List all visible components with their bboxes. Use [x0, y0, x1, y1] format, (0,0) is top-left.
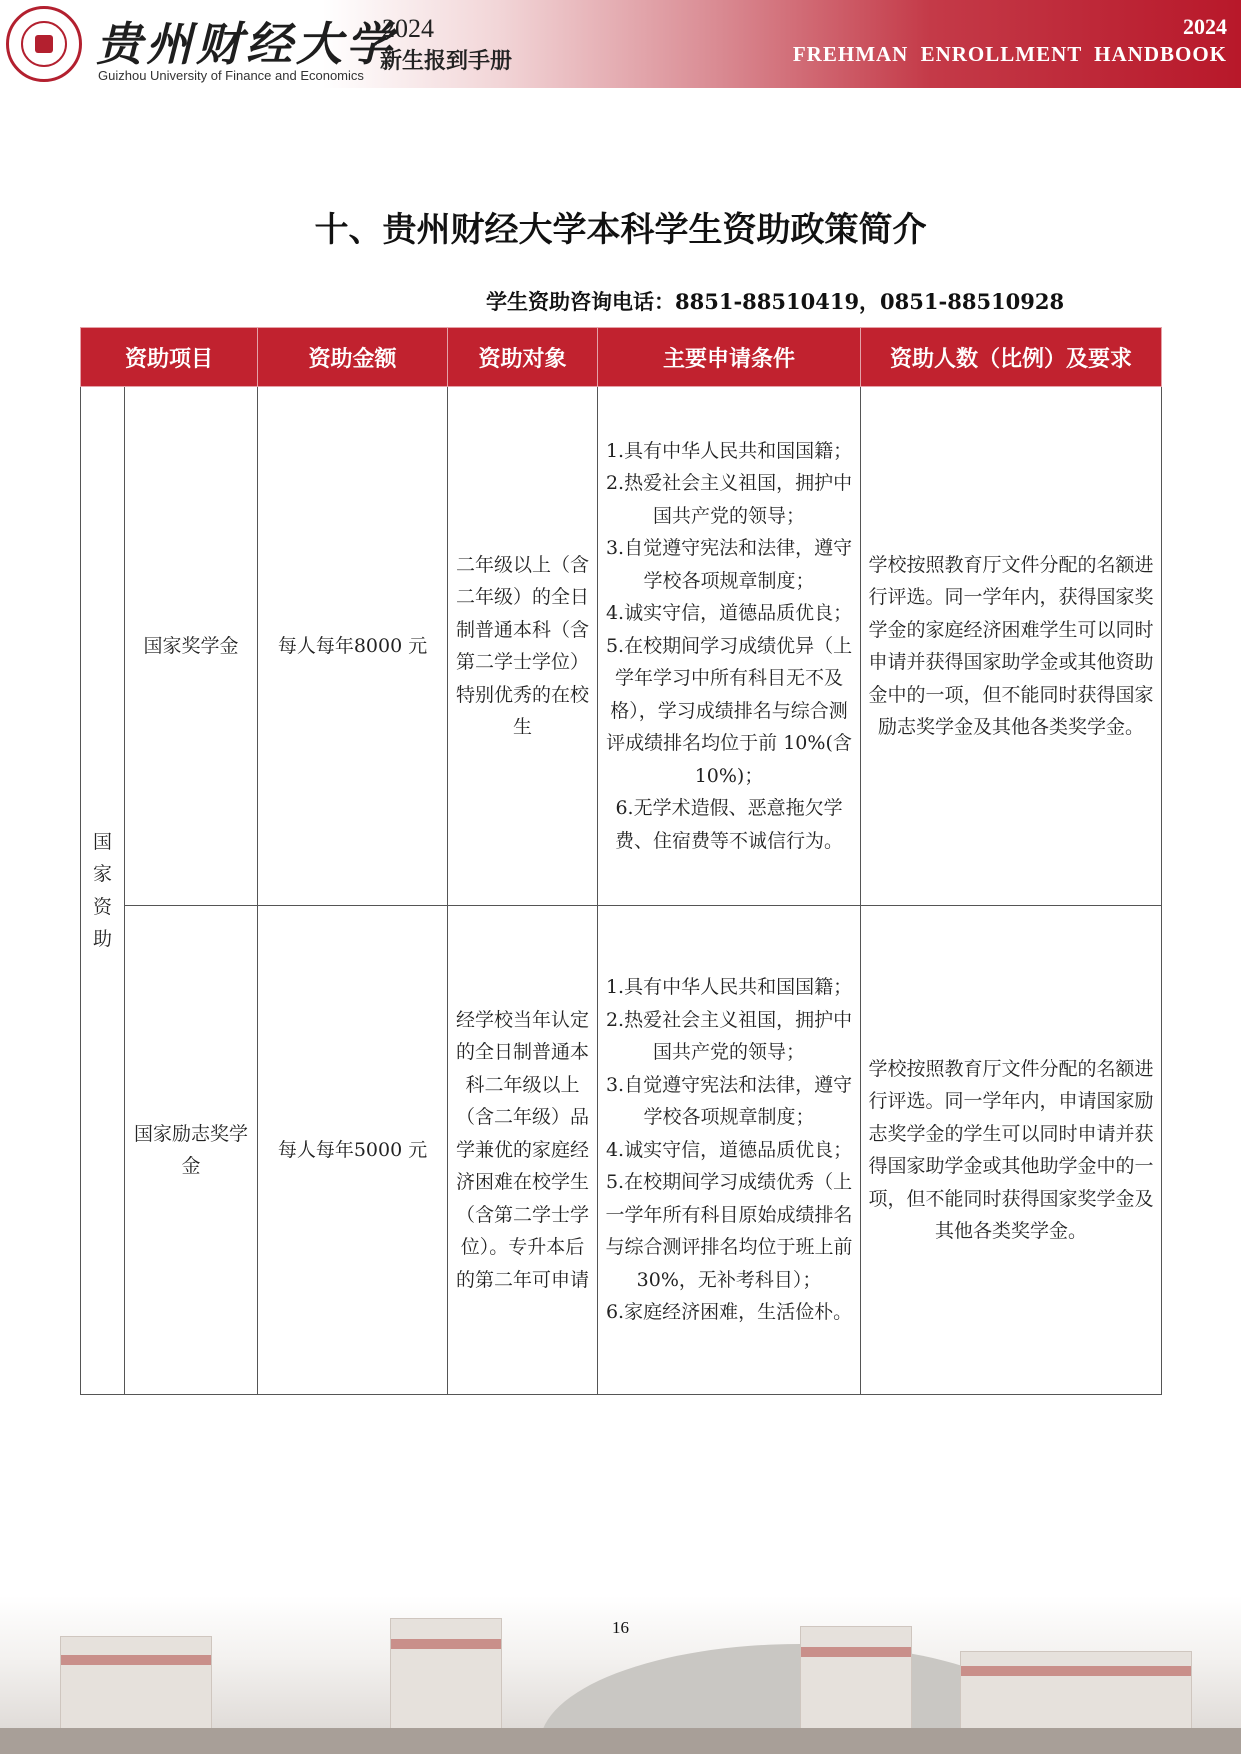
- target-cell: 二年级以上（含二年级）的全日制普通本科（含第二学士学位）特别优秀的在校生: [448, 387, 598, 906]
- page-title: 十、贵州财经大学本科学生资助政策简介: [314, 210, 927, 250]
- header-amount: 资助金额: [258, 328, 448, 387]
- university-name-cn: 贵州财经大学: [96, 17, 396, 71]
- footer-building: [800, 1626, 912, 1738]
- item-cell: 国家励志奖学金: [125, 906, 258, 1395]
- condition-line: 6.无学术造假、恶意拖欠学费、住宿费等不诚信行为。: [615, 797, 844, 852]
- footer-ground: [0, 1728, 1241, 1754]
- condition-line: 2.热爱社会主义祖国，拥护中国共产党的领导；: [605, 472, 853, 527]
- conditions-cell: [598, 387, 861, 906]
- condition-line: 1.具有中华人民共和国国籍；: [605, 439, 853, 462]
- university-name-en: Guizhou University of Finance and Economics: [98, 68, 364, 83]
- table-row: [81, 906, 1162, 1395]
- page-header: [0, 0, 1241, 88]
- footer-building: [60, 1636, 212, 1738]
- conditions-cell: [598, 906, 861, 1395]
- target-cell: 经学校当年认定的全日制普通本科二年级以上（含二年级）品学兼优的家庭经济困难在校学生（含第二学士学位）。专升本后的第二年可申请: [448, 906, 598, 1395]
- header-handbook-title: 新生报到手册: [380, 48, 513, 74]
- header-conditions: 主要申请条件: [598, 328, 861, 387]
- category-cell: 国家资助: [81, 387, 125, 1395]
- university-seal-logo: [6, 6, 82, 82]
- header-requirement: 资助人数（比例）及要求: [861, 328, 1162, 387]
- header-right-title: FREHMAN ENROLLMENT HANDBOOK: [792, 42, 1227, 66]
- requirement-cell: 学校按照教育厅文件分配的名额进行评选。同一学年内，获得国家奖学金的家庭经济困难学生可以同时申请并获得国家助学金或其他资助金中的一项，但不能同时获得国家励志奖学金及其他各类奖学金。: [861, 387, 1162, 906]
- condition-line: 2.热爱社会主义祖国，拥护中国共产党的领导；: [605, 1008, 853, 1064]
- header-right-year: 2024: [1183, 14, 1227, 39]
- hotline-text: 学生资助咨询电话：8851-88510419，0851-88510928: [486, 289, 1065, 314]
- item-cell: 国家奖学金: [125, 387, 258, 906]
- amount-cell: 每人每年8000 元: [258, 387, 448, 906]
- condition-line: 4.诚实守信，道德品质优良；: [605, 1138, 853, 1161]
- header-target: 资助对象: [448, 328, 598, 387]
- condition-line: 5.在校期间学习成绩优异（上学年学习中所有科目无不及格），学习成绩排名与综合测评成绩排名均位于前 10%(含 10%)；: [605, 634, 853, 787]
- condition-line: 4.诚实守信，道德品质优良；: [605, 602, 853, 625]
- header-item: 资助项目: [81, 328, 258, 387]
- condition-line: 5.在校期间学习成绩优秀（上一学年所有科目原始成绩排名与综合测评排名均位于班上前 30%，无补考科目）；: [605, 1171, 853, 1291]
- condition-line: 3.自觉遵守宪法和法律，遵守学校各项规章制度；: [605, 1073, 853, 1129]
- seal-core: [35, 35, 53, 53]
- page-number: 16: [612, 1618, 629, 1637]
- amount-cell: 每人每年5000 元: [258, 906, 448, 1395]
- aid-policy-table: [80, 327, 1162, 1395]
- footer-building: [960, 1651, 1192, 1738]
- condition-line: 6.家庭经济困难，生活俭朴。: [605, 1301, 853, 1324]
- condition-line: 1.具有中华人民共和国国籍；: [605, 976, 853, 999]
- table-header-row: [81, 328, 1162, 387]
- requirement-cell: 学校按照教育厅文件分配的名额进行评选。同一学年内，申请国家励志奖学金的学生可以同时申请并获得国家助学金或其他助学金中的一项，但不能同时获得国家奖学金及其他各类奖学金。: [861, 906, 1162, 1395]
- condition-line: 3.自觉遵守宪法和法律，遵守学校各项规章制度；: [605, 537, 853, 592]
- table-row: [81, 387, 1162, 906]
- header-year: 2024: [382, 14, 434, 43]
